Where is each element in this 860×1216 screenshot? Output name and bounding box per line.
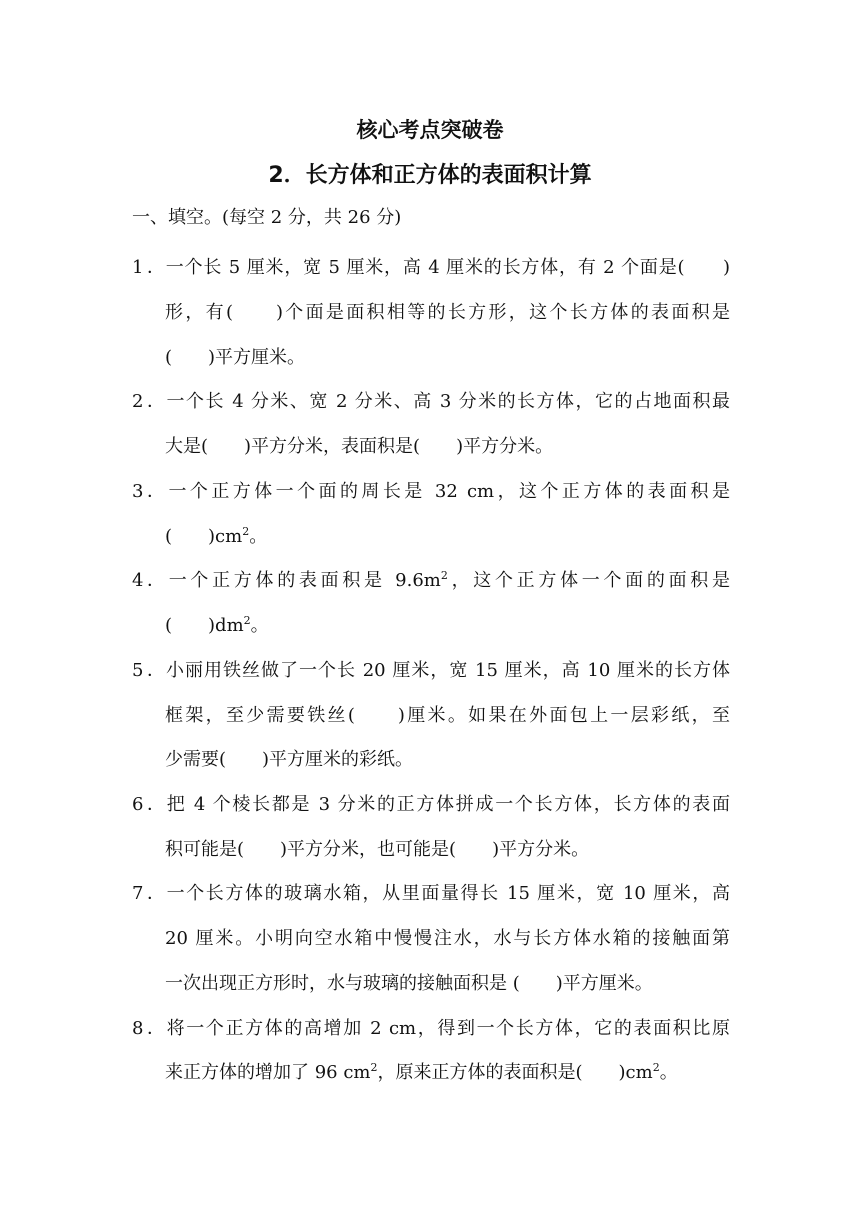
worksheet-title: 核心考点突破卷 xyxy=(356,118,504,142)
question-4-line-1: 4．一个正方体的表面积是 $9.6m^2$，这个正方体一个面的面积是 xyxy=(132,566,730,592)
question-5-line-3: 少需要( )平方厘米的彩纸。 xyxy=(165,749,414,770)
question-1-line-2: 形，有( )个面是面积相等的长方形，这个长方体的表面积是 xyxy=(165,302,730,323)
question-number: 8． xyxy=(132,1018,165,1039)
question-6-line-1: 6．把 4 个棱长都是 3 分米的正方体拼成一个长方体，长方体的表面 xyxy=(132,790,730,816)
question-7-line-1: 7．一个长方体的玻璃水箱，从里面量得长 15 厘米，宽 10 厘米，高 xyxy=(132,879,730,905)
question-number: 1． xyxy=(132,257,165,278)
question-number: 2． xyxy=(132,391,165,412)
question-2-line-1: 2．一个长 4 分米、宽 2 分米、高 3 分米的长方体，它的占地面积最 xyxy=(132,387,730,413)
question-3-line-2: ( )$cm^2$。 xyxy=(165,525,268,547)
question-number: 6． xyxy=(132,794,165,815)
question-6-line-2: 积可能是( )平方分米，也可能是( )平方分米。 xyxy=(165,839,590,860)
question-5-line-2: 框架，至少需要铁丝( )厘米。如果在外面包上一层彩纸，至 xyxy=(165,705,730,726)
question-1-line-1: 1．一个长 5 厘米，宽 5 厘米，高 4 厘米的长方体，有 2 个面是( ) xyxy=(132,253,730,279)
question-1-line-3: ( )平方厘米。 xyxy=(165,347,306,368)
question-number: 4． xyxy=(132,570,165,591)
question-number: 7． xyxy=(132,883,165,904)
question-8-line-1: 8．将一个正方体的高增加 2 cm，得到一个长方体，它的表面积比原 xyxy=(132,1014,730,1040)
question-3-line-1: 3．一个正方体一个面的周长是 32 cm，这个正方体的表面积是 xyxy=(132,477,730,503)
question-5-line-1: 5．小丽用铁丝做了一个长 20 厘米，宽 15 厘米，高 10 厘米的长方体 xyxy=(132,656,730,682)
question-number: 5． xyxy=(132,660,165,681)
question-7-line-3: 一次出现正方形时，水与玻璃的接触面积是 ( )平方厘米。 xyxy=(165,973,653,994)
question-7-line-2: 20 厘米。小明向空水箱中慢慢注水，水与长方体水箱的接触面第 xyxy=(165,928,730,949)
question-4-line-2: ( )$dm^2$。 xyxy=(165,614,269,636)
question-2-line-2: 大是( )平方分米，表面积是( )平方分米。 xyxy=(165,436,554,457)
question-number: 3． xyxy=(132,481,165,502)
section-heading: 一、填空。(每空 2 分，共 26 分) xyxy=(132,207,402,228)
question-8-line-2: 来正方体的增加了 96 $cm^2$，原来正方体的表面积是( )$cm^2$。 xyxy=(165,1061,678,1083)
worksheet-subtitle: 2．长方体和正方体的表面积计算 xyxy=(268,163,592,188)
